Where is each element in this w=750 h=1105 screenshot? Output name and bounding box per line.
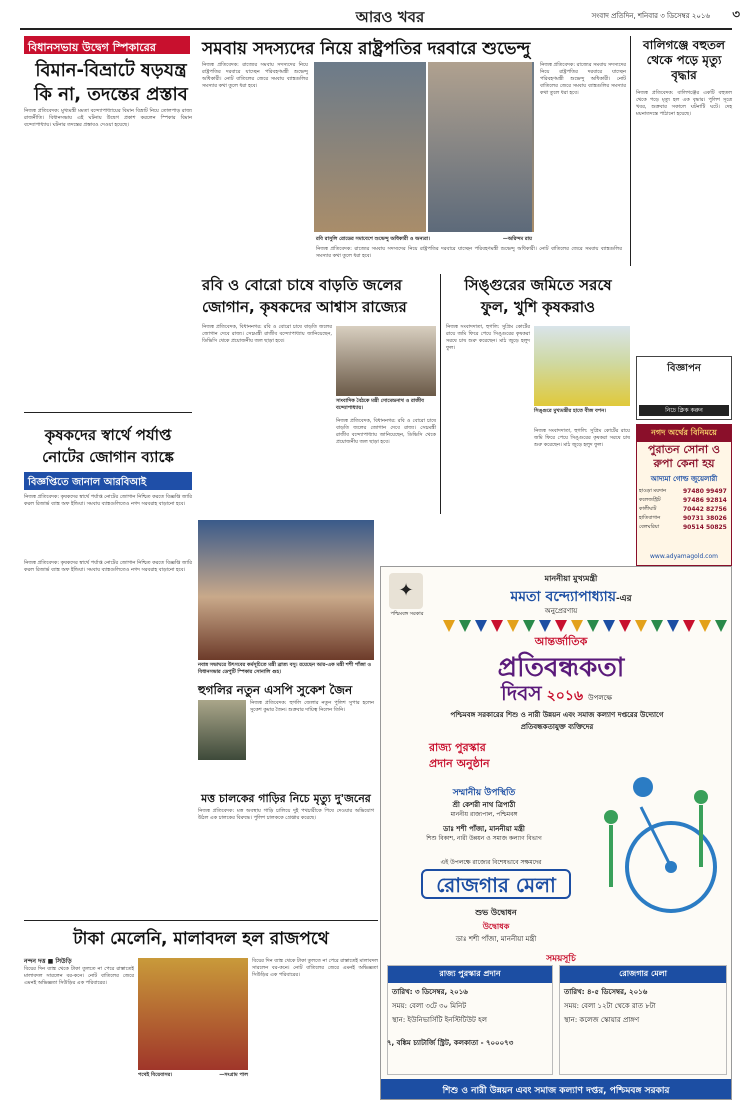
jewellery-phone[interactable]: 90731 38026 (683, 515, 727, 522)
accident-body: নিজস্ব প্রতিবেদক: মত্ত অবস্থায় গাড়ি চালিয়ে দুই পথচারীকে পিষে দেওয়ার অভিযোগ উঠল এক চালকের বিরুদ্ধে। পুলিশ চালককে গ্রেপ্তার করেছে। (198, 808, 374, 821)
agri-left-headline-1: রবি ও বোরো চাষে বাড়তি জলের (202, 276, 403, 294)
bank-badge: বিজ্ঞপ্তিতে জানাল আরবিআই (24, 472, 192, 490)
jewellery-ad (636, 424, 732, 566)
govt-dept-line-2: প্রতিবন্ধকতাযুক্ত ব্যক্তিদের (520, 723, 594, 731)
govt-presence-1-role: মাননীয় রাজ্যপাল, পশ্চিমবঙ্গ (450, 811, 518, 818)
wedding-photo-credit: —সংগ্রাম পাল (219, 1072, 248, 1078)
main-body-col2: নিজস্ব প্রতিবেদক: রাজ্যের সমবায় সদস্যদের নিয়ে রাষ্ট্রপতির দরবারে যাচ্ছেন পরিবহণমন্ত্রী শুভেন্দু অধিকারী। নোট বাতিলের জেরে সমবায় ব্যাঙ্কগুলির সমস্যার কথা তুলে ধরা হবে। (540, 62, 627, 96)
jewellery-areas (639, 487, 683, 532)
govt-presenter: মাননীয়া মুখ্যমন্ত্রী (544, 574, 598, 583)
govt-award-1: রাজ্য পুরস্কার (429, 741, 486, 754)
wedding-headline: টাকা মেলেনি, মালাবদল হল রাজপথে (73, 929, 329, 949)
section-title: আরও খবর (355, 8, 425, 26)
sp-headline: হুগলির নতুন এসপি সুকেশ জৈন (198, 683, 353, 697)
wedding-top-rule (24, 920, 378, 921)
agri-right-photo (534, 326, 630, 406)
agri-right-headline-2: ফুল, খুশি কৃষকরাও (480, 298, 596, 316)
jewellery-phones (683, 487, 731, 532)
left-top-badge: বিধানসভায় উদ্বেগ স্পিকারের (24, 36, 190, 54)
jewellery-website[interactable]: www.adyamagold.com (650, 553, 718, 560)
govt-title-row (501, 679, 721, 703)
agri-right-caption: সিঙ্গুরে মুখ্যমন্ত্রীর হাতে বীজ বপন। (534, 408, 606, 414)
govt-schedule-col-1 (387, 965, 553, 1075)
govt-schedule-title: সময়সূচি (546, 954, 576, 964)
wedding-body-2: বিয়ের দিন ব্যাঙ্ক থেকে টাকা তুলতে না পেরে রাস্তাতেই মালাবদল সারলেন বর-কনে। নোট বাতিলের জেরে এমনই অভিজ্ঞতা সিউড়ির এক পরিবারের। (252, 958, 378, 978)
agri-divider (440, 274, 441, 514)
small-ad (636, 356, 732, 420)
govt-intl: আন্তর্জাতিক (534, 635, 588, 648)
wedding-byline: নন্দন দত্ত ■ সিউড়ি (24, 958, 72, 965)
govt-fair-label: এই উপলক্ষে রাজ্যের বিশেষভাবে সক্ষমদের (440, 859, 542, 866)
govt-address: ৭, বঙ্কিম চ্যাটার্জি স্ট্রিট, কলকাতা - ৭০০০৭৩ (387, 1039, 514, 1047)
govt-col1-time: সময়: বেলা ৩টে ৩০ মিনিট (392, 1002, 467, 1010)
govt-inaugurator-label: উদ্বোধক (482, 922, 510, 931)
jewellery-phone[interactable]: 97486 92814 (683, 497, 727, 504)
agri-left-body: নিজস্ব প্রতিবেদক, বিধাননগর: রবি ও বোরো চাষে বাড়তি জলের জোগান দেবে রাজ্য। সেচমন্ত্রী রাজীব বন্দ্যোপাধ্যায় জানিয়েছেন, ডিভিসি থেকে প্রয়োজনীয় জল ছাড়া হবে। (202, 324, 332, 344)
govt-col2-venue: স্থান: কলেজ স্কোয়ার প্রাঙ্গণ (564, 1016, 640, 1024)
govt-emblem: ✦ (389, 573, 423, 609)
govt-presence-2: ডাঃ শশী পাঁজা, মাননীয়া মন্ত্রী (443, 825, 525, 833)
masthead-rule (20, 28, 732, 30)
main-body-col1: নিজস্ব প্রতিবেদক: রাজ্যের সমবায় সদস্যদের নিয়ে রাষ্ট্রপতির দরবারে যাচ্ছেন পরিবহণমন্ত্রী শুভেন্দু অধিকারী। নোট বাতিলের জেরে সমবায় ব্যাঙ্কগুলির সমস্যার কথা তুলে ধরা হবে। (202, 62, 308, 89)
govt-title-1: প্রতিবন্ধকতা (497, 653, 625, 683)
small-ad-title: বিজ্ঞাপন (667, 363, 701, 374)
agri-right-body-2: নিজস্ব সংবাদদাতা, হুগলি: সুপ্রিম কোর্টের রায়ে জমি ফিরে পেয়ে সিঙ্গুরের কৃষকরা সরষে চাষ শুরু করেছেন। মাঠ জুড়ে হলুদ ফুল। (534, 428, 630, 448)
left-top-headline-2: কি না, তদন্তের প্রস্তাব (34, 84, 188, 105)
main-body-col3: নিজস্ব প্রতিবেদক: রাজ্যের সমবায় সদস্যদের নিয়ে রাষ্ট্রপতির দরবারে যাচ্ছেন পরিবহণমন্ত্রী শুভেন্দু অধিকারী। নোট বাতিলের জেরে সমবায় ব্যাঙ্কগুলির সমস্যার কথা তুলে ধরা হবে। (316, 246, 622, 259)
govt-inaugurator: ডাঃ শশী পাঁজা, মাননীয়া মন্ত্রী (455, 935, 537, 943)
right-top-headline: বালিগঞ্জে বহুতল থেকে পড়ে মৃত্যু বৃদ্ধার (643, 38, 725, 82)
agri-right-body: নিজস্ব সংবাদদাতা, হুগলি: সুপ্রিম কোর্টের রায়ে জমি ফিরে পেয়ে সিঙ্গুরের কৃষকরা সরষে চাষ শুরু করেছেন। মাঠ জুড়ে হলুদ ফুল। (446, 324, 530, 351)
bank-body: নিজস্ব প্রতিবেদক: কৃষকদের স্বার্থে পর্যাপ্ত নোটের জোগান নিশ্চিত করতে বিজ্ঞপ্তি জারি করল রিজার্ভ ব্যাঙ্ক অফ ইন্ডিয়া। সমবায় ব্যাঙ্কগুলিতেও নগদ সরবরাহ বাড়ানো হবে। (24, 494, 192, 507)
jewellery-area: বেলঘরিয়া (639, 524, 660, 530)
govt-cm-suffix: -এর (616, 594, 632, 604)
wedding-body: বিয়ের দিন ব্যাঙ্ক থেকে টাকা তুলতে না পেরে রাস্তাতেই মালাবদল সারলেন বর-কনে। নোট বাতিলের জেরে এমনই অভিজ্ঞতা সিউড়ির এক পরিবারের। (24, 966, 134, 986)
govt-fair-title: রোজগার মেলা (421, 869, 571, 899)
right-top-body: নিজস্ব প্রতিবেদক: বালিগঞ্জের একটি বহুতল থেকে পড়ে মৃত্যু হল এক বৃদ্ধার। পুলিশ সূত্রে খবর, শুক্রবার সকালে ঘটনাটি ঘটে। দেহ ময়নাতদন্তে পাঠানো হয়েছে। (636, 90, 732, 117)
govt-dept-line: পশ্চিমবঙ্গ সরকারের শিশু ও নারী উন্নয়ন এবং সমাজ কল্যাণ দপ্তরের উদ্যোগে (450, 711, 664, 719)
event-photo (198, 520, 374, 660)
agri-left-headline-2: জোগান, কৃষকদের আশ্বাস রাজ্যের (202, 298, 407, 316)
govt-col1-title: রাজ্য পুরস্কার প্রদান (388, 966, 552, 983)
govt-inspiration: অনুপ্রেরণায় (544, 607, 578, 615)
govt-col2-date: তারিখ: ৪-৫ ডিসেম্বর, ২০১৬ (564, 988, 648, 996)
govt-ad (380, 566, 732, 1100)
govt-presence-2-role: শিশু বিকাশ, নারী উন্নয়ন ও সমাজ কল্যাণ বিভাগ (426, 835, 542, 842)
bank-top-rule (24, 412, 192, 413)
govt-fair-sub: শুভ উদ্বোধন (475, 908, 517, 917)
left-top-headline-1: বিমান-বিভ্রাটে ষড়যন্ত্র (35, 60, 187, 81)
bank-headline-2: নোটের জোগান ব্যাঙ্কে (42, 448, 174, 466)
govt-col2-time: সময়: বেলা ১২টা থেকে রাত ৮টা (564, 1002, 656, 1010)
govt-year: ২০১৬ (546, 688, 584, 704)
left-top-body: নিজস্ব প্রতিবেদক: মুখ্যমন্ত্রী মমতা বন্দ্যোপাধ্যায়ের বিমান বিভ্রাট নিয়ে তোলপাড় রাজ্য রাজনীতি। বিধানসভায় এই ঘটনায় উদ্বেগ প্রকাশ করলেন স্পিকার বিমান বন্দ্যোপাধ্যায়। ঘটনার তদন্তের প্রস্তাবও দেওয়া হয়েছে। (24, 108, 192, 128)
jewellery-headline-2: পুরাতন সোনা ও (648, 443, 720, 456)
govt-bunting (441, 617, 731, 633)
govt-award-2: প্রদান অনুষ্ঠান (429, 757, 490, 770)
wedding-caption: পথেই বিয়েবাসর। (138, 1072, 173, 1078)
agri-left-caption: সাংবাদিক বৈঠকে মন্ত্রী সোমেন্দ্রনাথ ও রাজীব বন্দ্যোপাধ্যায়। (336, 398, 424, 411)
govt-presence-title: সম্মানীয় উপস্থিতি (452, 788, 516, 798)
main-photo-credit: —অরিন্দম রায় (502, 236, 532, 242)
right-col-rule (630, 36, 631, 266)
sp-body: নিজস্ব প্রতিবেদক: হুগলি জেলার নতুন পুলিশ সুপার হলেন সুকেশ কুমার জৈন। শুক্রবার দায়িত্ব নিলেন তিনি। (250, 700, 374, 713)
govt-footer: শিশু ও নারী উন্নয়ন এবং সমাজ কল্যাণ দপ্তর, পশ্চিমবঙ্গ সরকার (381, 1079, 731, 1099)
jewellery-area: কালীঘাট (639, 506, 657, 512)
jewellery-headline-3: রুপা কেনা হয় (653, 457, 715, 470)
govt-label: পশ্চিমবঙ্গ সরকার (390, 611, 424, 617)
sp-photo (198, 700, 246, 760)
wheelchair-illustration (581, 747, 727, 937)
jewellery-area: কলেজস্ট্রিট (639, 497, 661, 503)
govt-observance: উপলক্ষে (588, 694, 613, 702)
main-photo-2 (426, 62, 532, 232)
bank-headline-1: কৃষকদের স্বার্থে পর্যাপ্ত (44, 426, 172, 444)
jewellery-phone[interactable]: 90514 50825 (683, 524, 727, 531)
agri-left-body-2: নিজস্ব প্রতিবেদক, বিধাননগর: রবি ও বোরো চাষে বাড়তি জলের জোগান দেবে রাজ্য। সেচমন্ত্রী রাজীব বন্দ্যোপাধ্যায় জানিয়েছেন, ডিভিসি থেকে প্রয়োজনীয় জল ছাড়া হবে। (336, 418, 436, 445)
jewellery-phone[interactable]: 70442 82756 (683, 506, 727, 513)
govt-col1-date: তারিখ: ৩ ডিসেম্বর, ২০১৬ (392, 988, 468, 996)
wedding-photo (138, 958, 248, 1070)
govt-schedule-col-2 (559, 965, 727, 1075)
agri-right-headline-1: সিঙ্গুরের জমিতে সরষে (464, 276, 612, 294)
bank-body-2: নিজস্ব প্রতিবেদক: কৃষকদের স্বার্থে পর্যাপ্ত নোটের জোগান নিশ্চিত করতে বিজ্ঞপ্তি জারি করল রিজার্ভ ব্যাঙ্ক অফ ইন্ডিয়া। সমবায় ব্যাঙ্কগুলিতেও নগদ সরবরাহ বাড়ানো হবে। (24, 560, 192, 573)
accident-headline: মত্ত চালকের গাড়ির নিচে মৃত্যু দু'জনের (201, 792, 371, 805)
main-caption: রবি রাসুলি রোডের সমাবেশে শুভেন্দু অধিকারী ও অন্যরা। (316, 236, 430, 242)
small-ad-line: নিচে ক্লিক করুন (639, 405, 729, 416)
jewellery-brand: আদ্যমা গোল্ড জুয়েলারী (650, 475, 718, 483)
govt-col2-title: রোজগার মেলা (560, 966, 726, 983)
event-caption: নবান্ন সভাঘরে উৎসবের কর্মসূচিতে মন্ত্রী ব্রাত্য বসু। রয়েছেন আর-এক মন্ত্রী শশী পাঁজা ও বিধানসভার ডেপুটি স্পিকার সোনালি গুহ। (198, 662, 372, 675)
agri-left-photo (336, 326, 436, 396)
govt-col1-venue: স্থান: ইউনিভার্সিটি ইনস্টিটিউট হল (392, 1016, 487, 1024)
page-number: ৩ (732, 7, 740, 21)
jewellery-phone[interactable]: 97480 99497 (683, 488, 727, 495)
jewellery-area: হাতিবাগান (639, 515, 661, 521)
govt-title-2: দিবস (501, 681, 542, 705)
jewellery-area: হাওড়া ময়দান (639, 488, 667, 494)
govt-cm-name-text: মমতা বন্দ্যোপাধ্যায় (510, 589, 616, 605)
govt-presence-1: শ্রী কেশরী নাথ ত্রিপাঠী (452, 801, 516, 809)
govt-illustration (581, 747, 727, 937)
publication-line: সংবাদ প্রতিদিন, শনিবার ৩ ডিসেম্বর ২০১৬ (591, 12, 710, 20)
main-headline: সমবায় সদস্যদের নিয়ে রাষ্ট্রপতির দরবারে শুভেন্দু (202, 39, 531, 59)
jewellery-headline-1: নগদ অর্থের বিনিময়ে (637, 425, 731, 442)
